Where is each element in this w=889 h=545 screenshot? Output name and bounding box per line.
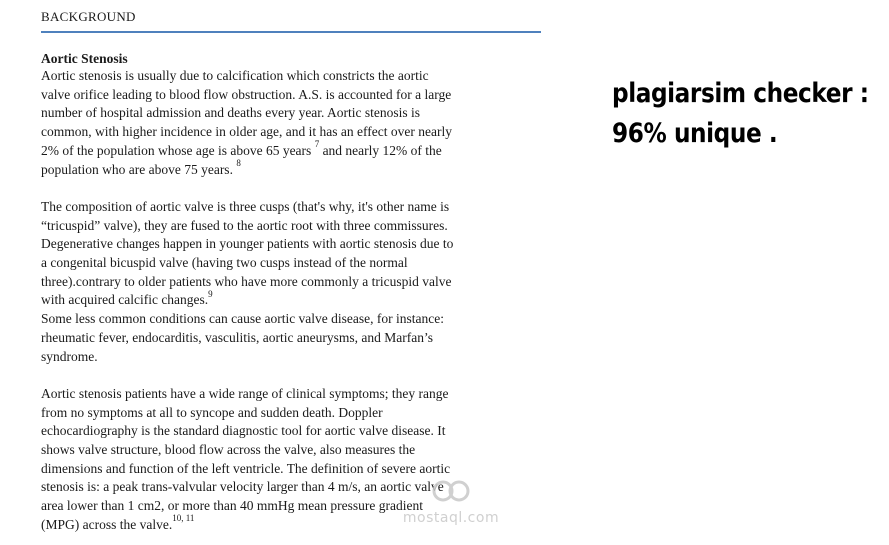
paragraph-line: Aortic stenosis is usually due to calcification which constricts the aortic	[41, 68, 429, 83]
reference-superscript: 9	[208, 288, 213, 299]
reference-superscript: 8	[236, 158, 241, 169]
paragraph-line: from no symptoms at all to syncope and sudden death. Doppler	[41, 404, 383, 420]
paragraph-line: Aortic stenosis patients have a wide range of clinical symptoms; they range	[41, 385, 449, 401]
paragraph-line: “tricuspid” valve), they are fused to the aortic root with three commissures.	[41, 217, 448, 233]
plagiarism-note-line: plagiarsim checker :	[612, 78, 869, 109]
paragraph-line	[41, 158, 541, 180]
watermark-text: mostaql.com	[402, 510, 500, 526]
paragraph-line: echocardiography is the standard diagnostic tool for aortic valve disease. It	[41, 423, 446, 439]
paragraph-composition	[41, 198, 541, 310]
paragraph-line	[41, 513, 541, 535]
line-text: (MPG) across the valve.	[41, 516, 173, 532]
line-text: population who are above 75 years.	[41, 161, 237, 177]
paragraph-intro	[41, 67, 541, 179]
paragraph-line	[41, 139, 541, 161]
paragraph-symptoms	[41, 385, 541, 535]
paragraph-line: syndrome.	[41, 348, 98, 364]
paragraph-line: rheumatic fever, endocarditis, vasculitis, aortic aneurysms, and Marfan’s	[41, 329, 433, 345]
paragraph-spacer	[41, 366, 541, 385]
paragraph-line: three).contrary to older patients who have more commonly a tricuspid valve	[41, 273, 452, 289]
paragraph-line: area lower than 1 cm2, or more than 40 mmHg mean pressure gradient	[41, 498, 423, 514]
paragraph-line: valve orifice leading to blood flow obstruction. A.S. is accounted for a large	[41, 86, 452, 102]
paragraph-line: a congenital bicuspid valve (having two cusps instead of the normal	[41, 255, 408, 271]
reference-superscript: 7	[314, 139, 320, 150]
paragraph-line: shows valve structure, blood flow across the valve, also measures the	[41, 442, 416, 458]
reference-superscript: 10, 11	[172, 513, 195, 524]
line-text: and nearly 12% of the	[319, 142, 442, 158]
line-text: with acquired calcific changes.	[41, 292, 209, 308]
paragraph-line	[41, 288, 541, 310]
paragraph-line: Some less common conditions can cause aortic valve disease, for instance:	[41, 311, 445, 327]
paragraph-conditions	[41, 310, 541, 366]
paragraph-spacer	[41, 179, 541, 198]
document-page	[41, 8, 541, 535]
plagiarism-note	[612, 74, 869, 154]
paragraph-line: The composition of aortic valve is three cusps (that's why, it's other name is	[41, 198, 450, 214]
section-header-background: BACKGROUND	[41, 8, 541, 33]
line-text: 2% of the population whose age is above 65 years	[41, 142, 315, 158]
paragraph-line: common, with higher incidence in older age, and it has an effect over nearly	[41, 124, 452, 140]
subheading-aortic-stenosis: Aortic Stenosis	[41, 51, 128, 66]
paragraph-line: Degenerative changes happen in younger patients with aortic stenosis due to	[41, 236, 454, 252]
plagiarism-note-line: 96% unique .	[612, 118, 778, 149]
paragraph-line: number of hospital admission and deaths every year. Aortic stenosis is	[41, 105, 421, 121]
paragraph-line: dimensions and function of the left ventricle. The definition of severe aortic	[41, 460, 451, 476]
paragraph-line: stenosis is: a peak trans-valvular velocity larger than 4 m/s, an aortic valve	[41, 479, 444, 495]
